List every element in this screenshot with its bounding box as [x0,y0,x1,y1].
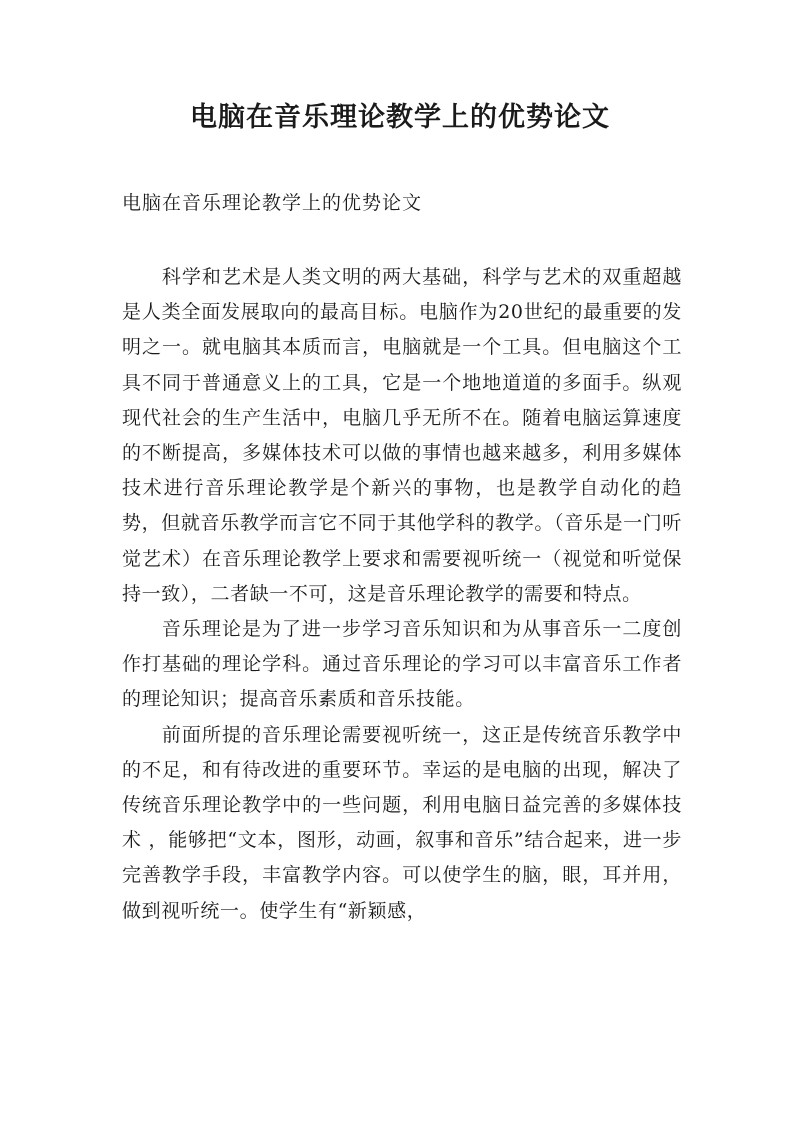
document-body [122,260,682,929]
document-subtitle: 电脑在音乐理论教学上的优势论文 [122,192,423,214]
paragraph-3: 前面所提的音乐理论需要视听统一，这正是传统音乐教学中的不足，和有待改进的重要环节。幸运的是电脑的出现，解决了传统音乐理论教学中的一些问题，利用电脑日益完善的多媒体技术 ，能够把“文本，图形，动画，叙事和音乐”结合起来，进一步完善教学手段，丰富教学内容。可以使学生的脑，眼，耳并用，做到视听统一。使学生有“新颖感， [122,723,682,922]
paragraph-1: 科学和艺术是人类文明的两大基础，科学与艺术的双重超越是人类全面发展取向的最高目标。电脑作为20世纪的最重要的发明之一。就电脑其本质而言，电脑就是一个工具。但电脑这个工具不同于普通意义上的工具，它是一个地地道道的多面手。纵观现代社会的生产生活中，电脑几乎无所不在。随着电脑运算速度的不断提高，多媒体技术可以做的事情也越来越多，利用多媒体技术进行音乐理论教学是个新兴的事物，也是教学自动化的趋势，但就音乐教学而言它不同于其他学科的教学。（音乐是一门听觉艺术）在音乐理论教学上要求和需要视听统一（视觉和听觉保持一致），二者缺一不可，这是音乐理论教学的需要和特点。 [122,266,682,605]
document-title: 电脑在音乐理论教学上的优势论文 [190,102,610,133]
paragraph-2: 音乐理论是为了进一步学习音乐知识和为从事音乐一二度创作打基础的理论学科。通过音乐理论的学习可以丰富音乐工作者的理论知识；提高音乐素质和音乐技能。 [122,618,682,711]
